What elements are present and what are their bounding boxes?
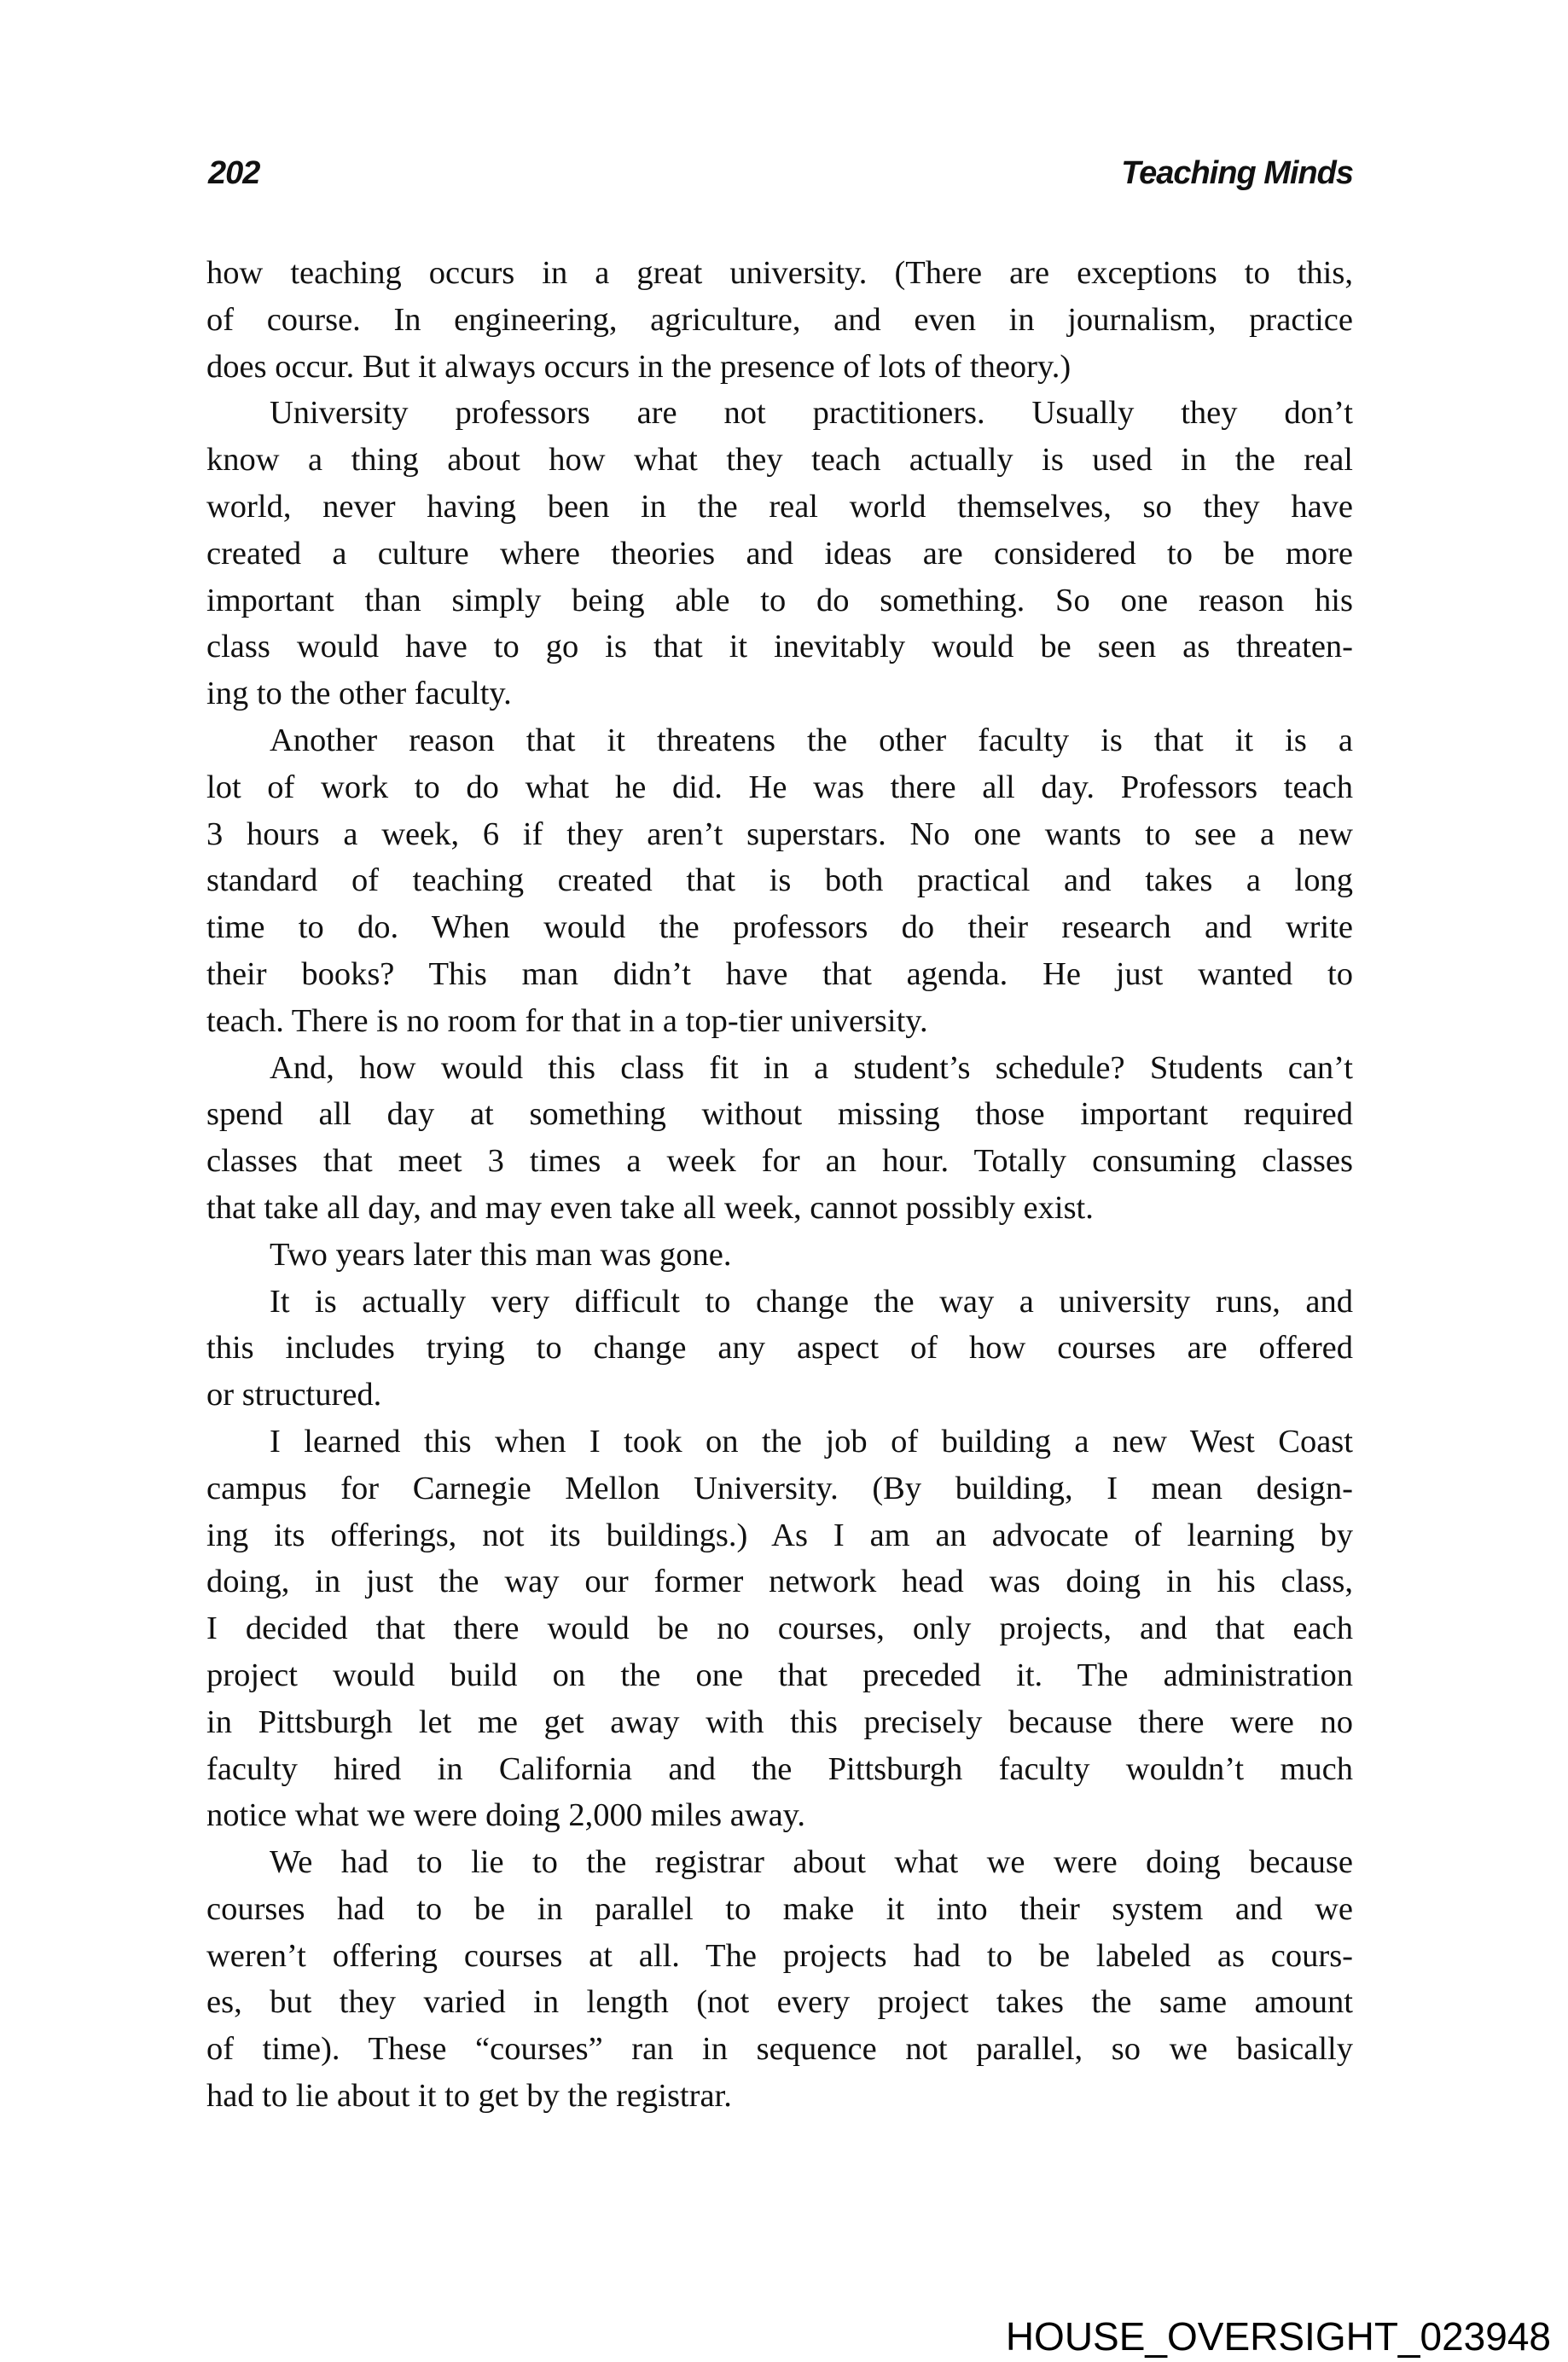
text-line: time to do. When would the professors do their research and write bbox=[206, 909, 1353, 946]
text-line: courses had to be in parallel to make it into their system and we bbox=[206, 1890, 1353, 1927]
text-line: teach. There is no room for that in a top-tier university. bbox=[206, 1002, 928, 1039]
text-line: University professors are not practitioners. Usually they don’t bbox=[270, 395, 1353, 432]
text-line: or structured. bbox=[206, 1377, 382, 1413]
text-line: class would have to go is that it inevitably would be seen as threaten- bbox=[206, 629, 1353, 665]
text-line: important than simply being able to do something. So one reason his bbox=[206, 582, 1353, 618]
text-line: classes that meet 3 times a week for an hour. Totally consuming classes bbox=[206, 1143, 1353, 1180]
text-line: had to lie about it to get by the registrar. bbox=[206, 2078, 732, 2115]
text-line: Two years later this man was gone. bbox=[270, 1236, 732, 1273]
text-line: lot of work to do what he did. He was there all day. Professors teach bbox=[206, 769, 1353, 805]
text-line: doing, in just the way our former network head was doing in his class, bbox=[206, 1564, 1353, 1600]
bates-number: HOUSE_OVERSIGHT_023948 bbox=[1005, 2314, 1551, 2359]
paragraph bbox=[206, 1419, 1353, 1839]
text-line: I learned this when I took on the job of building a new West Coast bbox=[270, 1423, 1353, 1460]
paragraph bbox=[206, 1279, 1353, 1419]
text-line: this includes trying to change any aspect of how courses are offered bbox=[206, 1330, 1353, 1367]
text-line: their books? This man didn’t have that agenda. He just wanted to bbox=[206, 955, 1353, 992]
paragraph bbox=[206, 1839, 1353, 2120]
paragraph bbox=[206, 1045, 1353, 1232]
text-line: of time). These “courses” ran in sequence not parallel, so we basically bbox=[206, 2031, 1353, 2068]
paragraph bbox=[206, 390, 1353, 717]
text-line: weren’t offering courses at all. The projects had to be labeled as cours- bbox=[206, 1937, 1353, 1974]
text-line: world, never having been in the real world themselves, so they have bbox=[206, 488, 1353, 525]
text-line: And, how would this class fit in a student’s schedule? Students can’t bbox=[270, 1049, 1353, 1086]
text-line: know a thing about how what they teach actually is used in the real bbox=[206, 442, 1353, 479]
text-line: es, but they varied in length (not every project takes the same amount bbox=[206, 1984, 1353, 2021]
paragraph bbox=[206, 1232, 1353, 1279]
text-line: spend all day at something without missing those important required bbox=[206, 1096, 1353, 1133]
text-line: 3 hours a week, 6 if they aren’t superstars. No one wants to see a new bbox=[206, 815, 1353, 852]
paragraph bbox=[206, 717, 1353, 1045]
text-line: We had to lie to the registrar about what we were doing because bbox=[270, 1844, 1353, 1881]
text-line: that take all day, and may even take all week, cannot possibly exist. bbox=[206, 1189, 1094, 1226]
text-line: ing its offerings, not its buildings.) As I am an advocate of learning by bbox=[206, 1517, 1353, 1553]
text-line: notice what we were doing 2,000 miles away. bbox=[206, 1797, 806, 1834]
text-line: faculty hired in California and the Pittsburgh faculty wouldn’t much bbox=[206, 1750, 1353, 1787]
page-number: 202 bbox=[208, 155, 260, 191]
text-line: in Pittsburgh let me get away with this precisely because there were no bbox=[206, 1703, 1353, 1740]
text-line: ing to the other faculty. bbox=[206, 676, 512, 712]
text-line: campus for Carnegie Mellon University. (By building, I mean design- bbox=[206, 1470, 1353, 1506]
paragraph bbox=[206, 250, 1353, 390]
text-line: Another reason that it threatens the other faculty is that it is a bbox=[270, 722, 1353, 758]
text-line: project would build on the one that preceded it. The administration bbox=[206, 1657, 1353, 1693]
text-line: does occur. But it always occurs in the presence of lots of theory.) bbox=[206, 348, 1071, 385]
text-line: created a culture where theories and ideas are considered to be more bbox=[206, 535, 1353, 572]
text-line: I decided that there would be no courses, only projects, and that each bbox=[206, 1610, 1353, 1647]
text-line: of course. In engineering, agriculture, and even in journalism, practice bbox=[206, 301, 1353, 338]
body-text bbox=[206, 250, 1353, 2120]
text-line: It is actually very difficult to change the way a university runs, and bbox=[270, 1283, 1353, 1320]
text-line: standard of teaching created that is both practical and takes a long bbox=[206, 862, 1353, 899]
running-head: Teaching Minds bbox=[1121, 155, 1353, 191]
text-line: how teaching occurs in a great university. (There are exceptions to this, bbox=[206, 255, 1353, 291]
